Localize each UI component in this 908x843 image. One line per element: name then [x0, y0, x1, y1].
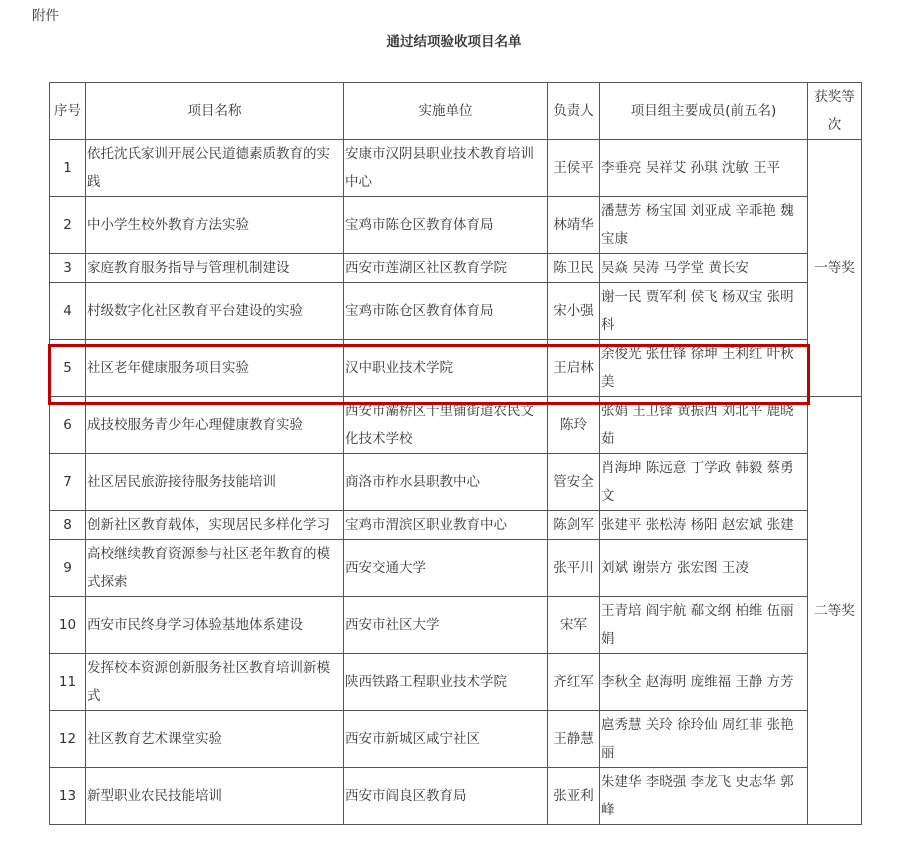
table-row	[50, 397, 862, 454]
row-name: 高校继续教育资源参与社区老年教育的模式探索	[86, 540, 344, 597]
award-second: 二等奖	[808, 397, 862, 825]
row-unit: 商洛市柞水县职教中心	[344, 454, 548, 511]
row-members: 吴焱 吴涛 马学堂 黄长安	[600, 254, 808, 283]
row-name: 依托沈氏家训开展公民道德素质教育的实践	[86, 140, 344, 197]
row-no: 3	[50, 254, 86, 283]
row-lead: 宋小强	[548, 283, 600, 340]
row-name: 创新社区教育载体，实现居民多样化学习	[86, 511, 344, 540]
header-name: 项目名称	[86, 83, 344, 140]
header-lead: 负责人	[548, 83, 600, 140]
header-award: 获奖等次	[808, 83, 862, 140]
row-no: 5	[50, 340, 86, 397]
row-members: 肖海坤 陈远意 丁学政 韩毅 蔡勇文	[600, 454, 808, 511]
row-name: 社区居民旅游接待服务技能培训	[86, 454, 344, 511]
row-lead: 张亚利	[548, 768, 600, 825]
row-members: 谢一民 贾军利 侯飞 杨双宝 张明科	[600, 283, 808, 340]
row-name: 社区教育艺术课堂实验	[86, 711, 344, 768]
project-table	[49, 82, 862, 825]
row-lead: 陈剑军	[548, 511, 600, 540]
row-members: 刘斌 谢崇方 张宏图 王凌	[600, 540, 808, 597]
row-unit: 陕西铁路工程职业技术学院	[344, 654, 548, 711]
row-unit: 宝鸡市陈仓区教育体育局	[344, 197, 548, 254]
row-members: 张建平 张松涛 杨阳 赵宏斌 张建	[600, 511, 808, 540]
row-unit: 西安市莲湖区社区教育学院	[344, 254, 548, 283]
table-header-row	[50, 83, 862, 140]
row-lead: 宋军	[548, 597, 600, 654]
table-row	[50, 197, 862, 254]
row-no: 8	[50, 511, 86, 540]
row-members: 余俊光 张仕锋 徐坤 王利红 叶秋美	[600, 340, 808, 397]
row-members: 李秋全 赵海明 庞维福 王静 方芳	[600, 654, 808, 711]
table-row	[50, 140, 862, 197]
row-lead: 陈玲	[548, 397, 600, 454]
row-members: 朱建华 李晓强 李龙飞 史志华 郭峰	[600, 768, 808, 825]
row-no: 10	[50, 597, 86, 654]
row-lead: 齐红军	[548, 654, 600, 711]
row-no: 11	[50, 654, 86, 711]
row-unit: 安康市汉阴县职业技术教育培训中心	[344, 140, 548, 197]
table-row	[50, 283, 862, 340]
header-no: 序号	[50, 83, 86, 140]
row-members: 王青培 阎宇航 郗文纲 柏维 伍丽娟	[600, 597, 808, 654]
award-first: 一等奖	[808, 140, 862, 397]
row-no: 2	[50, 197, 86, 254]
row-unit: 西安市阎良区教育局	[344, 768, 548, 825]
table-row	[50, 768, 862, 825]
row-unit: 西安市灞桥区十里铺街道农民文化技术学校	[344, 397, 548, 454]
header-members: 项目组主要成员(前五名)	[600, 83, 808, 140]
row-no: 9	[50, 540, 86, 597]
attachment-label: 附件	[32, 8, 59, 24]
row-no: 13	[50, 768, 86, 825]
row-unit: 西安市新城区咸宁社区	[344, 711, 548, 768]
row-members: 潘慧芳 杨宝国 刘亚成 辛乖艳 魏宝康	[600, 197, 808, 254]
row-members: 扈秀慧 关玲 徐玲仙 周红菲 张艳丽	[600, 711, 808, 768]
row-no: 12	[50, 711, 86, 768]
row-name: 新型职业农民技能培训	[86, 768, 344, 825]
row-lead: 张平川	[548, 540, 600, 597]
row-lead: 管安全	[548, 454, 600, 511]
table-row	[50, 540, 862, 597]
row-unit: 宝鸡市渭滨区职业教育中心	[344, 511, 548, 540]
table-row	[50, 340, 862, 397]
table-row	[50, 511, 862, 540]
row-members: 张娟 王卫锋 黄振西 刘北平 鹿晓茹	[600, 397, 808, 454]
header-unit: 实施单位	[344, 83, 548, 140]
row-lead: 王静慧	[548, 711, 600, 768]
row-name: 成技校服务青少年心理健康教育实验	[86, 397, 344, 454]
row-lead: 王侯平	[548, 140, 600, 197]
table-row	[50, 711, 862, 768]
row-lead: 王启林	[548, 340, 600, 397]
row-no: 1	[50, 140, 86, 197]
table-row	[50, 654, 862, 711]
row-unit: 西安市社区大学	[344, 597, 548, 654]
row-unit: 宝鸡市陈仓区教育体育局	[344, 283, 548, 340]
row-name: 村级数字化社区教育平台建设的实验	[86, 283, 344, 340]
row-name: 发挥校本资源创新服务社区教育培训新模式	[86, 654, 344, 711]
row-no: 6	[50, 397, 86, 454]
row-members: 李垂亮 吴祥艾 孙琪 沈敏 王平	[600, 140, 808, 197]
row-lead: 林靖华	[548, 197, 600, 254]
row-name: 中小学生校外教育方法实验	[86, 197, 344, 254]
row-name: 西安市民终身学习体验基地体系建设	[86, 597, 344, 654]
row-no: 4	[50, 283, 86, 340]
row-no: 7	[50, 454, 86, 511]
row-unit: 汉中职业技术学院	[344, 340, 548, 397]
row-lead: 陈卫民	[548, 254, 600, 283]
row-name: 社区老年健康服务项目实验	[86, 340, 344, 397]
table-row	[50, 454, 862, 511]
document-title: 通过结项验收项目名单	[386, 34, 522, 50]
table-row	[50, 254, 862, 283]
row-name: 家庭教育服务指导与管理机制建设	[86, 254, 344, 283]
table-row	[50, 597, 862, 654]
row-unit: 西安交通大学	[344, 540, 548, 597]
